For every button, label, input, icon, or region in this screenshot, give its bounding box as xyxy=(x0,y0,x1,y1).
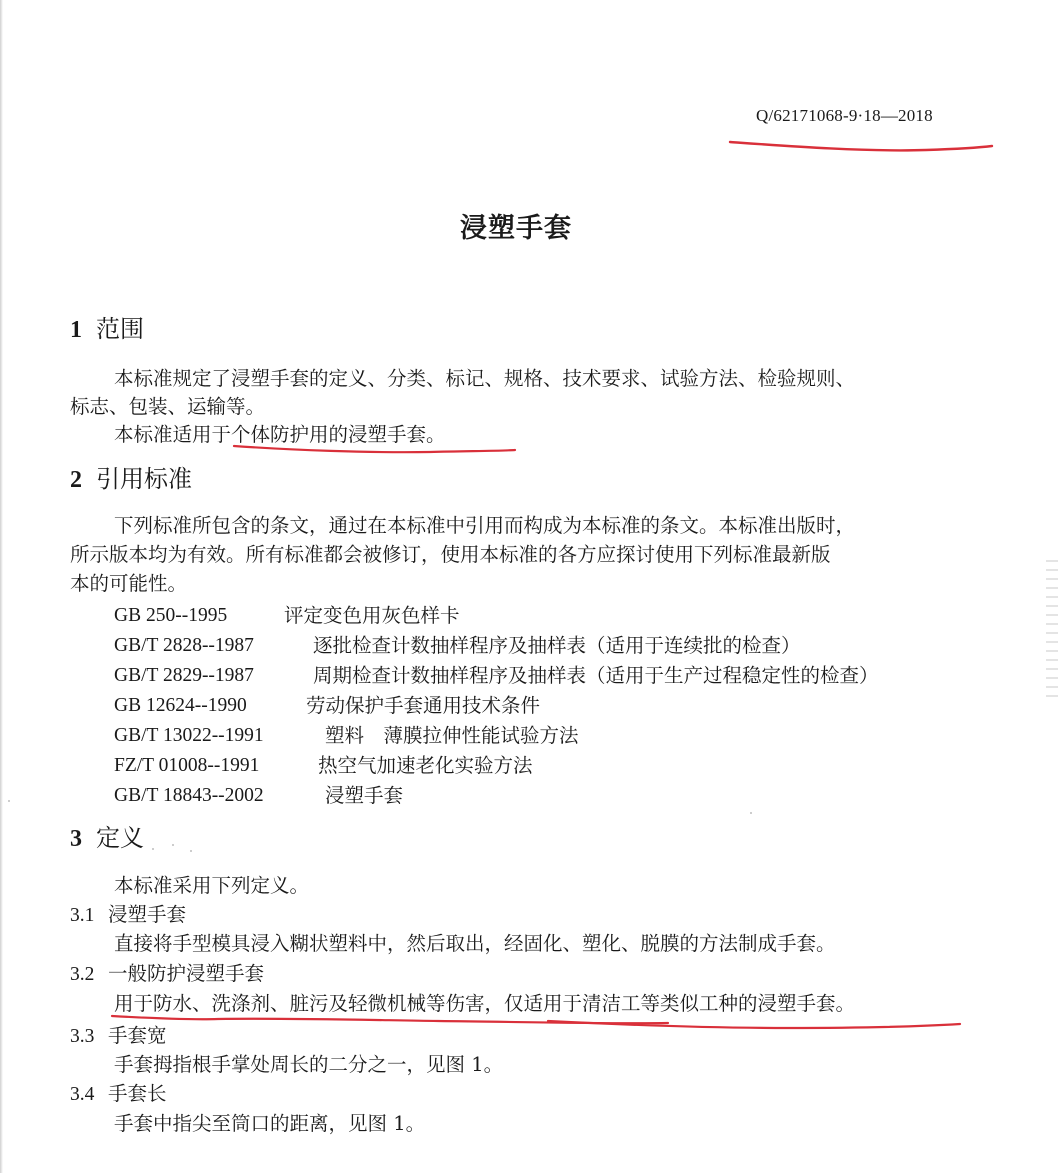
section-3-intro: 本标准采用下列定义。 xyxy=(114,874,310,897)
section-1-scope-line: 本标准适用于个体防护用的浸塑手套。 xyxy=(114,423,446,446)
section-1-paragraph-line: 标志、包装、运输等。 xyxy=(70,395,266,418)
definition-term-3-4 xyxy=(70,1080,167,1109)
term-name: 手套宽 xyxy=(108,1024,167,1047)
definition-text: 直接将手型模具浸入糊状塑料中，然后取出，经固化、塑化、脱膜的方法制成手套。 xyxy=(114,932,836,955)
definition-term-3-1 xyxy=(70,901,186,930)
reference-name: 逐批检查计数抽样程序及抽样表（适用于连续批的检查） xyxy=(313,634,801,657)
reference-name: 热空气加速老化实验方法 xyxy=(318,754,533,777)
definition-text: 手套中指尖至筒口的距离，见图 1。 xyxy=(114,1112,426,1135)
reference-name: 浸塑手套 xyxy=(325,784,404,807)
scan-speck xyxy=(8,800,10,802)
reference-code: GB 250--1995 xyxy=(114,605,228,626)
reference-code: GB/T 2828--1987 xyxy=(114,635,254,656)
section-2-paragraph-line: 所示版本均为有效。所有标准都会被修订，使用本标准的各方应探讨使用下列标准最新版 xyxy=(70,543,831,566)
scan-edge-marks xyxy=(1046,560,1058,700)
definition-text: 手套拇指根手掌处周长的二分之一，见图 1。 xyxy=(114,1053,504,1076)
scan-speck xyxy=(152,848,154,850)
section-2-paragraph-line: 下列标准所包含的条文，通过在本标准中引用而构成为本标准的条文。本标准出版时， xyxy=(114,514,856,537)
reference-code: GB/T 18843--2002 xyxy=(114,785,264,806)
reference-code: GB 12624--1990 xyxy=(114,695,247,716)
clause-number: 3.3 xyxy=(70,1026,95,1047)
page-edge-shadow xyxy=(0,0,3,1173)
section-title: 定义 xyxy=(96,824,144,852)
reference-code: GB/T 13022--1991 xyxy=(114,725,264,746)
section-number: 1 xyxy=(70,317,82,343)
definition-term-3-3 xyxy=(70,1022,167,1051)
term-name: 浸塑手套 xyxy=(108,903,187,926)
reference-name: 劳动保护手套通用技术条件 xyxy=(306,694,541,717)
term-name: 一般防护浸塑手套 xyxy=(108,962,265,985)
reference-code: GB/T 2829--1987 xyxy=(114,665,254,686)
scan-speck xyxy=(190,850,192,852)
section-1-heading xyxy=(70,314,144,345)
definition-term-3-2 xyxy=(70,960,264,989)
doc-code-underline-mark xyxy=(726,132,996,162)
clause-number: 3.2 xyxy=(70,964,95,985)
section-title: 引用标准 xyxy=(96,465,192,493)
reference-name: 周期检查计数抽样程序及抽样表（适用于生产过程稳定性的检查） xyxy=(313,664,879,687)
document-title: 浸塑手套 xyxy=(460,213,572,244)
document-code: Q/62171068-9·18—2018 xyxy=(756,106,933,125)
section-3-heading xyxy=(70,823,144,854)
clause-number: 3.4 xyxy=(70,1084,95,1105)
section-number: 3 xyxy=(70,826,82,852)
scan-speck xyxy=(750,812,752,814)
reference-name: 评定变色用灰色样卡 xyxy=(284,604,460,627)
scan-speck xyxy=(172,844,174,846)
section-title: 范围 xyxy=(96,315,144,343)
term-name: 手套长 xyxy=(108,1082,167,1105)
section-2-paragraph-line: 本的可能性。 xyxy=(70,572,188,595)
section-number: 2 xyxy=(70,467,82,493)
section-1-paragraph-line: 本标准规定了浸塑手套的定义、分类、标记、规格、技术要求、试验方法、检验规则、 xyxy=(114,367,856,390)
clause-number: 3.1 xyxy=(70,905,95,926)
reference-code: FZ/T 01008--1991 xyxy=(114,755,260,776)
section-2-heading xyxy=(70,464,192,495)
reference-name: 塑料 薄膜拉伸性能试验方法 xyxy=(325,724,579,747)
definition-text: 用于防水、洗涤剂、脏污及轻微机械等伤害，仅适用于清洁工等类似工种的浸塑手套。 xyxy=(114,992,856,1015)
